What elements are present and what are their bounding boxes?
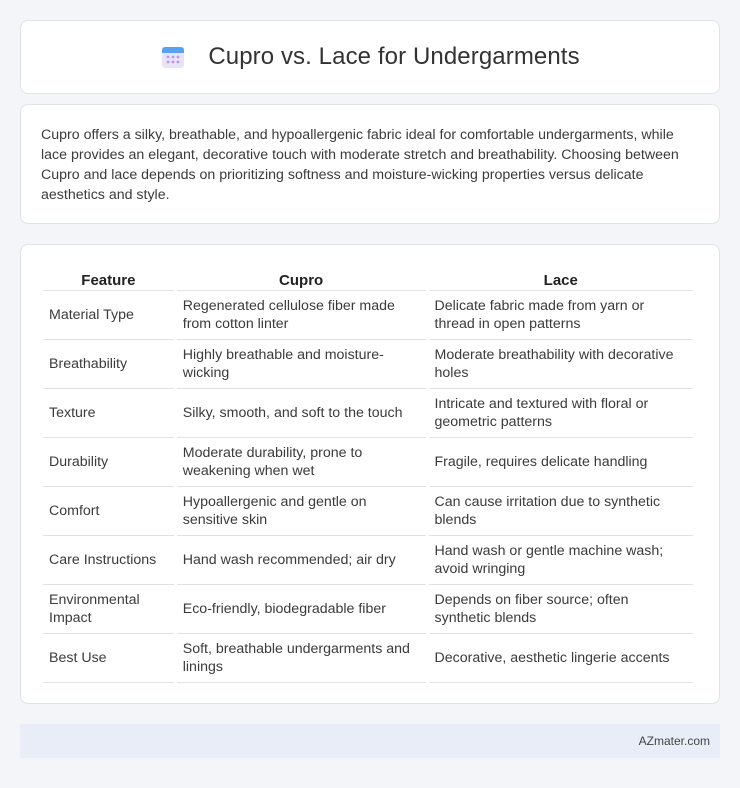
lace-cell: Can cause irritation due to synthetic blends <box>429 487 693 536</box>
cupro-cell: Moderate durability, prone to weakening when wet <box>177 438 426 487</box>
table-header-row <box>43 265 693 291</box>
table-row <box>43 536 693 585</box>
table-row <box>43 634 693 683</box>
footer-credit-link[interactable]: AZmater.com <box>638 734 710 748</box>
table-row <box>43 291 693 340</box>
feature-cell: Texture <box>43 389 174 438</box>
table-row <box>43 487 693 536</box>
page-title: Cupro vs. Lace for Undergarments <box>208 43 580 70</box>
feature-cell: Environmental Impact <box>43 585 174 634</box>
table-row <box>43 340 693 389</box>
feature-cell: Material Type <box>43 291 174 340</box>
comparison-table-card <box>20 244 720 704</box>
title-group <box>160 43 579 71</box>
lace-cell: Intricate and textured with floral or geometric patterns <box>429 389 693 438</box>
header-feature: Feature <box>43 265 174 291</box>
intro-card <box>20 104 720 224</box>
table-row <box>43 585 693 634</box>
comparison-table <box>40 265 696 683</box>
lace-cell: Fragile, requires delicate handling <box>429 438 693 487</box>
cupro-cell: Hand wash recommended; air dry <box>177 536 426 585</box>
footer-bar <box>20 724 720 758</box>
lace-cell: Depends on fiber source; often synthetic blends <box>429 585 693 634</box>
cupro-cell: Soft, breathable undergarments and linings <box>177 634 426 683</box>
feature-cell: Breathability <box>43 340 174 389</box>
header-lace: Lace <box>429 265 693 291</box>
cupro-cell: Highly breathable and moisture-wicking <box>177 340 426 389</box>
lace-cell: Delicate fabric made from yarn or thread in open patterns <box>429 291 693 340</box>
header-card <box>20 20 720 94</box>
table-row <box>43 438 693 487</box>
lace-cell: Decorative, aesthetic lingerie accents <box>429 634 693 683</box>
feature-cell: Durability <box>43 438 174 487</box>
lace-cell: Moderate breathability with decorative holes <box>429 340 693 389</box>
intro-paragraph: Cupro offers a silky, breathable, and hypoallergenic fabric ideal for comfortable undergarments, while lace provides an elegant, decorative touch with moderate stretch and breathability. Choosing between Cupro and lace depends on prioritizing softness and moisture-wicking properties versus delicate aesthetics and style. <box>41 127 679 203</box>
table-row <box>43 389 693 438</box>
feature-cell: Care Instructions <box>43 536 174 585</box>
cupro-cell: Regenerated cellulose fiber made from cotton linter <box>177 291 426 340</box>
feature-cell: Comfort <box>43 487 174 536</box>
lace-cell: Hand wash or gentle machine wash; avoid wringing <box>429 536 693 585</box>
cupro-cell: Eco-friendly, biodegradable fiber <box>177 585 426 634</box>
cupro-cell: Hypoallergenic and gentle on sensitive skin <box>177 487 426 536</box>
header-cupro: Cupro <box>177 265 426 291</box>
cupro-cell: Silky, smooth, and soft to the touch <box>177 389 426 438</box>
feature-cell: Best Use <box>43 634 174 683</box>
calendar-icon <box>160 44 186 70</box>
